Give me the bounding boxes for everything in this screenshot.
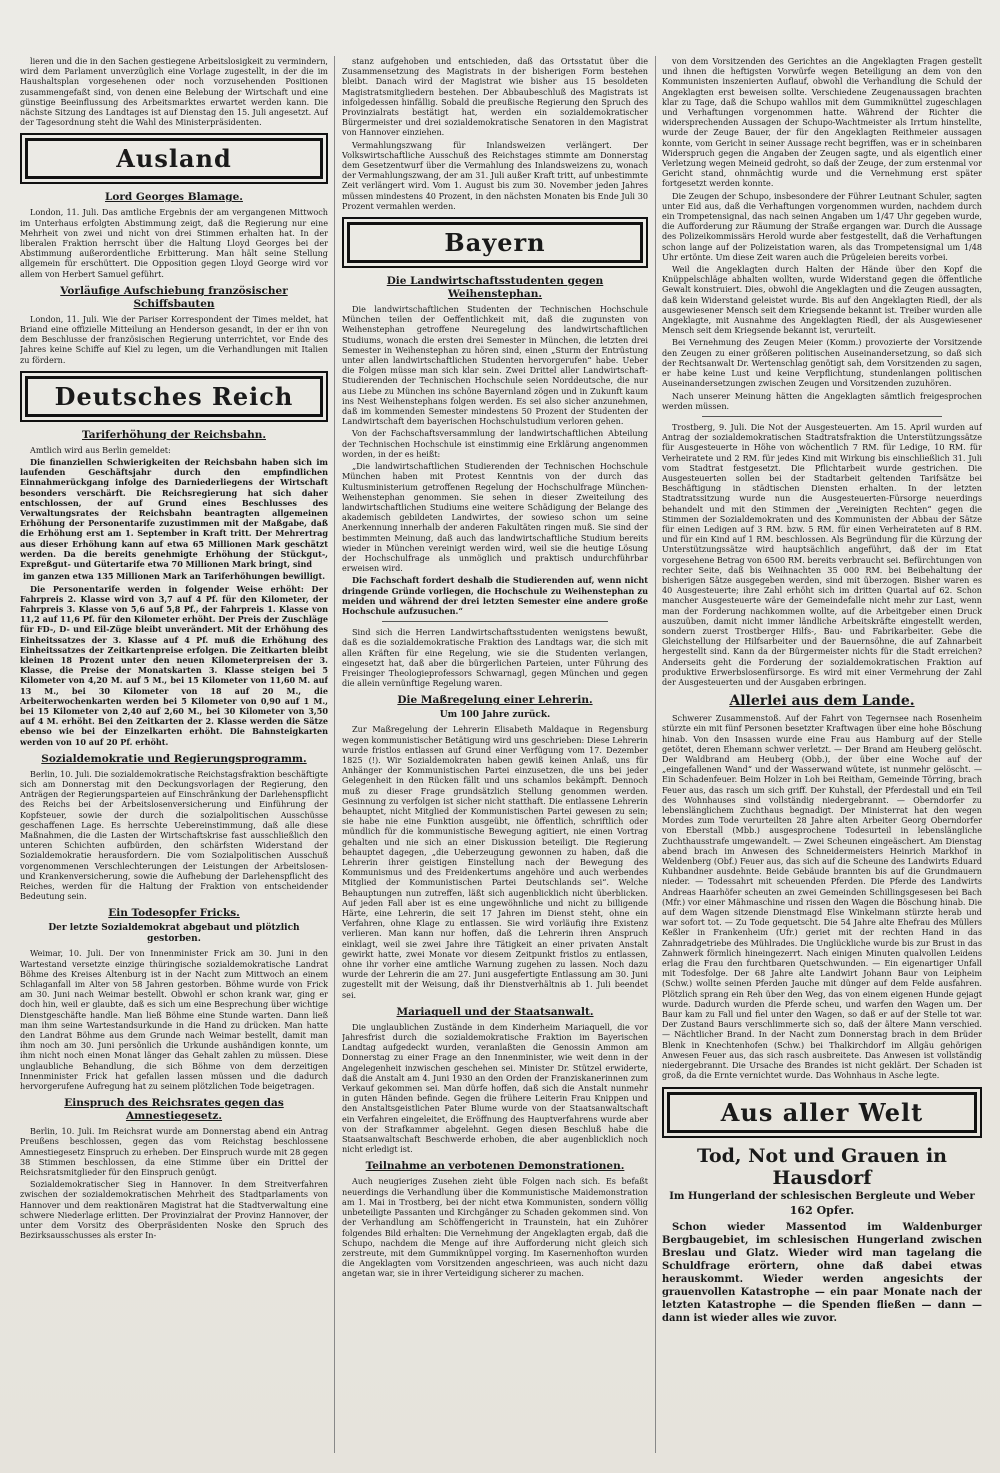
article-body: Amtlich wird aus Berlin gemeldet: <box>30 444 171 455</box>
article-body: Auch neugieriges Zusehen zieht üble Folgen nach sich. Es befaßt neuerdings die Verhandlung über die Kommunistische Maidemonstration am 1. Mai in Trostberg, bei der nicht etwa Kommunisten, sondern völlig unbeteiligte Passanten und Kirchgänger zu Schaden gekommen sind. Von der Verhandlung am Schöffengericht in Traunstein, hat ein Zuhörer folgendes Bild erhalten: Die Vernehmung der Angeklagten ergab, daß die Schupo, nachdem die Menge auf ihre Aufforderung nicht gleich sich zerstreute, mit dem Gummiknüppel vorging. Im Kasernenhofton wurden die Angeklagten vom Vorsitzenden angeschrieen, was auch nicht dazu angetan war, sie in ihrer Verteidigung sicherer zu machen. <box>342 1176 648 1279</box>
article-body: Von der Fachschaftsversammlung der landwirtschaftlichen Abteilung der Technischen Hochschule ist einstimmig eine Erklärung angenommen worden, in der es heißt: <box>342 428 648 459</box>
article-body: im ganzen etwa 135 Millionen Mark an Tariferhöhungen bewilligt. <box>22 571 326 582</box>
article-body: Bei Vernehmung des Zeugen Meier (Komm.) provozierte der Vorsitzende den Zeugen zu einer größeren politischen Auseinandersetzung, so daß sich der Rechtsanwalt Dr. Wertenschlag genötigt sah, dem Vorsitzenden zu sagen, er habe keine Lust und keine Verpflichtung, stundenlangen politischen Auseinandersetzungen zwischen Zeugen und Vorsitzenden zuzuhören. <box>662 337 982 389</box>
article-body: Nach unserer Meinung hätten die Angeklagten sämtlich freigesprochen werden müssen. <box>662 390 982 411</box>
article-body: Die Personentarife werden in folgender Weise erhöht: Der Fahrpreis 2. Klasse wird von 3,7 auf 4 Pf. für den Kilometer, der Fahrpreis 3. Klasse von 5,6 auf 5,8 Pf., der Fahrpreis 1. Klasse von 11,2 auf 11,6 Pf. für den Kilometer erhöht. Der Preis der Zuschläge für FD-, D- und Eil-Züge bleibt unverändert. Mit der Erhöhung des Einheitssatzes der 3. Klasse auf 4 Pf. muß die Erhöhung des Einheitssatzes der Zeitkartenpreise erfolgen. Die Zeitkarten bleibt kleinen 18 Prozent unter den neuen Kilometerpreisen der 3. Klasse, die Preise der Monatskarten 3. Klasse steigen bei 5 Kilometer von 4,20 M. auf 5 M., bei 15 Kilometer von 11,60 M. auf 13 M., bei 30 Kilometer von 18 auf 20 M., die Arbeiterwochenkarten werden bei 5 Kilometer von 0,90 auf 1 M., bei 15 Kilometer von 2,40 auf 2,60 M., bei 30 Kilometer von 3,50 auf 4 M. erhöht. Bei den Zeitkarten der 2. Klasse werden die Sätze ebenso wie bei der Einzelkarten erhöht. Die Bahnsteigkarten werden von 10 auf 20 Pf. erhöht. <box>20 583 328 747</box>
section-banner-ausland <box>20 133 328 184</box>
article-body: Trostberg, 9. Juli. Die Not der Ausgesteuerten. Am 15. April wurden auf Antrag der sozialdemokratischen Stadtratsfraktion die Unterstützungssätze für Ausgesteuerte in Höhe von wöchentlich 7 RM. für Ledige, 10 RM. für Verheiratete und 2 RM. für jedes Kind mit Wirkung bis einschließlich 31. Juli vom Stadtrat festgesetzt. Die Pflichtarbeit wurde gestrichen. Die Ausgesteuerten sollen bei der Stadtarbeit geltenden Tarifsätze bei Beschäftigung in städtischen Diensten erhalten. In der letzten Stadtratssitzung wurde nun die Ausgesteuerten-Fürsorge neuerdings behandelt und mit den Stimmen der „Vereinigten Rechten“ gegen die Stimmen der Sozialdemokraten und des Kommunisten der Abbau der Sätze für einen Ledigen auf 3 RM. bzw. 5 RM. für einen Verheirateten auf 8 RM. und für ein Kind auf 1 RM. beschlossen. Als Begründung für die Kürzung der Unterstützungssätze wird hauptsächlich angeführt, daß der im Etat vorgesehene Betrag von 6500 RM. bereits verbraucht sei. Befürchtungen von rechter Seite, daß bis Weihnachten 35 000 RM. bei Beibehaltung der bisherigen Sätze ausgegeben werden, sind mit überzogen. Bisher waren es 40 Ausgesteuerte; ihre Zahl erhöht sich im dritten Quartal auf 62. Schon mancher Ausgesteuerte wäre der Gemeindefalle nicht mehr zur Last, wenn man der Forderung nachkommen wollte, auf die Arbeitgeber einen Druck auszuüben, damit nicht immer ländliche Arbeitskräfte eingestellt werden, sondern zuerst Trostberger Hilfs-, Bau- und Fabrikarbeiter. Gebe die Gleichstellung der Hilfsarbeiter und der Bauernsöhne, die auf Zahnarbeit hergestellt sind. Kann da der Bürgermeister nichts für die Stadt erreichen? Anderseits geht die Forderung der sozialdemokratischen Fraktion auf produktive Erwerbslosenfürsorge. Es wird mit einer Vermehrung der Zahl der Ausgesteuerten und der Ausgaben erbringen. <box>662 421 982 687</box>
article-body: London, 11. Juli. Wie der Pariser Korrespondent der Times meldet, hat Briand eine offizielle Mitteilung an Henderson gesandt, in der er ihn von dem Beschlusse der französischen Regierung unterrichtet, vor Ende des Jahres keine Schiffe auf Kiel zu legen, um die Verhandlungen mit Italien zu fördern. <box>20 313 328 365</box>
divider <box>702 416 942 417</box>
article-headline: Mariaquell und der Staatsanwalt. <box>396 1005 594 1018</box>
section-title: Ausland <box>25 138 323 179</box>
article-headline: Tariferhöhung der Reichsbahn. <box>81 428 266 441</box>
article-headline: Sozialdemokratie und Regierungsprogramm. <box>41 752 307 765</box>
article-body: London, 11. Juli. Das amtliche Ergebnis der am vergangenen Mittwoch im Unterhaus erfolgten Abstimmung zeigt, daß die Regierung nur eine Mehrheit von zwei und nicht von drei Stimmen erhalten hat. In der liberalen Fraktion herrscht über die Haltung Lloyd Georges bei der Abstimmung außerordentliche Erbitterung. Man hält seine Stellung allgemein für erschüttert. Die Opposition gegen Lloyd George wird vor allem von Herbert Samuel geführt. <box>20 207 328 279</box>
section-title: Deutsches Reich <box>25 376 323 417</box>
article-body: „Die landwirtschaftlichen Studierenden der Technischen Hochschule München haben mit Protest Kenntnis von der durch das Kultusministerium getroffenen Regelung der Hochschulfrage München-Weihenstephan genommen. Sie sehen in dieser Zweiteilung des landwirtschaftlichen Studiums eine weitere Schädigung der Belange des akademisch gebildeten Landwirtes, der sowieso schon um seine Anerkennung innerhalb der anderen Fakultäten ringen muß. Sie sind der bestimmten Meinung, daß auch das landwirtschaftliche Studium bereits wieder in München vereinigt werden wird, weil sie die heutige Lösung der Hochschulfrage als unmöglich und praktisch undurchführbar erweisen wird. <box>342 461 648 574</box>
article-body: Schwerer Zusammenstoß. Auf der Fahrt von Tegernsee nach Rosenheim stürzte ein mit fünf Personen besetzter Kraftwagen über eine hohe Böschung hinab. Von den Insassen wurde eine Frau aus Hamburg auf der Stelle getötet, deren Ehemann schwer verletzt. — Der Brand am Heuberg gelöscht. Der Waldbrand am Heuberg (Obb.), der über eine Woche auf der „eingefallenen Wand“ und der Wasserwand wütete, ist nunmehr gelöscht. — Ein Schadenfeuer. Beim Holzer in Loh bei Reitham, Gemeinde Törring, brach Feuer aus, das rasch um sich griff. Der Kuhstall, der Pferdestall und ein Teil des Wohnhauses sind vollständig niedergebrannt. — Oberndorfer zu lebenslänglichem Zuchthaus begnadigt. Der Ministerrat hat den wegen Mordes zum Tode verurteilten 28 Jahre alten Arbeiter Georg Oberndorfer von Eberstall (Mbb.) ausgesprochene Todesurteil in lebenslängliche Zuchthausstrafe umgewandelt. — Zwei Scheunen eingeäschert. Am Dienstag abend brach im Anwesen des Schneidermeisters Heinrich Markhof in Weldenberg (Obf.) Feuer aus, das sich auf die Scheune des Landwirts Eduard Kuhbandner ausdehnte. Beide Gebäude brannten bis auf die Grundmauern nieder. — Todessahrt mit scheuenden Pferden. Die Pferde des Landwirts Andreas Haarhöfer scheuten an zwei Gemeinden Schillingsgesesen bei Bach (Mfr.) vor einer Mähmaschine und rissen den Wagen die Böschung hinab. Die auf dem Wagen sitzende Dienstmagd Else Winkelmann stürzte herab und war sofort tot. — Zu Tode gequetscht. Die 54 Jahre alte Ehefrau des Müllers Keßler in Frankenheim (Ufr.) geriet mit der rechten Hand in das Zahnradgetriebe des Mühlrades. Die Unglückliche wurde bis zur Brust in das Zahnwerk förmlich hineingezerrt. Nach einigen Minuten qualvollen Leidens erlag die Frau den furchtbaren Quetschwunden. — Ein eigenartiger Unfall mit Todesfolge. Der 68 Jahre alte Landwirt Johann Baur von Leipheim (Schw.) wollte seinen Pferden Jauche mit dünger auf dem Felde ausfahren. Plötzlich sprang ein Reh über den Weg, das von einem eigenen Hunde gejagt wurde. Dadurch wurden die Pferde scheu, und warfen den Wagen um. Der Baur kam zu Fall und fiel unter den Wagen, so daß er auf der Stelle tot war. Der Zustand Baurs verschlimmerte sich so, daß der ältere Mann verschied. — Nächtlicher Brand. In der Nacht zum Donnerstag brach in dem Brüder Blenk in Knechtenhofen (Schw.) bei Thalkirchdorf im Allgäu gehörigen Anwesen Feuer aus, das sich rasch ausbreitete. Das Anwesen ist vollständig niedergebrannt. Die Ursache des Brandes ist nicht geklärt. Der Schaden ist groß, da die Ernte vernichtet wurde. Das Wohnhaus in Asche legte. <box>662 713 982 1081</box>
article-headline: Ein Todesopfer Fricks. <box>108 907 240 920</box>
divider <box>382 621 608 622</box>
column-1 <box>20 56 328 1453</box>
article-headline: Teilnahme an verbotenen Demonstrationen. <box>365 1160 625 1173</box>
section-banner-bayern <box>342 217 648 268</box>
article-body: Weil die Angeklagten durch Halten der Hände über den Kopf die Knüppelschläge abhalten wollten, wurde Widerstand gegen die öffentliche Gewalt konstruiert. Dies, obwohl die Angeklagten und die Zeugen aussagten, daß kein Widerstand geleistet wurde. Bis auf den Angeklagten Riedl, der als ausgewiesener Mensch seit dem Kriegsende bekannt ist. Treiber wurden alle Angeklagte, mit Ausnahme des Angeklagten Riedl, der als Ausgewiesener Mensch seit dem Kriegsende bekannt ist, verurteilt. <box>662 264 982 336</box>
article-body: Die unglaublichen Zustände in dem Kinderheim Mariaquell, die vor Jahresfrist durch die sozialdemokratische Fraktion im Bayerischen Landtag aufgedeckt wurden, veranlaßten die Genossin Ammon am Donnerstag zu einer Frage an den Innenminister, wie weit denn in der Angelegenheit inzwischen geschehen sei. Minister Dr. Stützel erwiderte, daß die Anstalt am 4. Juni 1930 an den Orden der Franziskanerinnen zum Verkauf gekommen sei. Man dürfe hoffen, daß sich die Anstalt nunmehr in guten Händen befinde. Gegen die frühere Leiterin Frau Knippen und den Anstaltsgeistlichen Pater Blume wurde von der Staatsanwaltschaft ein Verfahren eingeleitet, die Eröffnung des Hauptverfahrens wurde aber von der Strafkammer abgelehnt. Gegen diesen Beschluß habe die Staatsanwaltschaft Beschwerde erhoben, die aber augenblicklich noch nicht erledigt ist. <box>342 1021 648 1155</box>
article-body: Berlin, 10. Juli. Im Reichsrat wurde am Donnerstag abend ein Antrag Preußens beschlossen, gegen das vom Reichstag beschlossene Amnestiegesetz Einspruch zu erheben. Der Einspruch wurde mit 28 gegen 38 Stimmen beschlossen, da eine Stimme über ein Drittel der Reichsratsmitglieder für den Einspruch genügt. <box>20 1126 328 1178</box>
article-body: Zur Maßregelung der Lehrerin Elisabeth Maldaque in Regensburg wegen kommunistischer Betätigung wird uns geschrieben: Diese Lehrerin wurde fristlos entlassen auf Grund einer Verfügung vom 17. Dezember 1825 (!). Wir Sozialdemokraten haben gewiß keinen Anlaß, uns für Anhänger der Kommunistischen Partei einzusetzen, die uns bei jeder Gelegenheit in den Rücken fällt und uns schamlos bekämpft. Dennoch muß zu dieser Frage grundsätzlich Stellung genommen werden. Gesinnung zu verfolgen ist sicher nicht statthaft. Die entlassene Lehrerin behauptet, nicht Mitglied der Kommunistischen Partei gewesen zu sein; sie habe nie eine Funktion ausgeübt, nie öffentlich, schriftlich oder mündlich für die kommunistische Bewegung agitiert, nie einen Vortrag gehalten und nie sich an einer Diskussion beteiligt. Die Regierung behauptet dagegen, „die Ueberzeugung gewonnen zu haben, daß die Lehrerin ihrer geistigen Einstellung nach der Bewegung des Kommunismus und des Freidenkertums angehöre und auch werbendes Mitglied der Kommunistischen Partei Deutschlands sei“. Welche Behauptungen nun zutreffen, läßt sich augenblicklich nicht überblicken. Auf jeden Fall aber ist es eine ungewöhnliche und nicht zu billigende Härte, eine Lehrerin, die seit 17 Jahren im Dienst steht, ohne ein Verfahren, ohne Klage zu entlassen. Sie wird vorläufig ihre Existenz verlieren. Man kann nur hoffen, daß die Lehrerin ihren Anspruch einklagt, weil sie zwei Jahre ihre Tätigkeit an einer privaten Anstalt gewirkt hatte, zwei Monate vor diesem Zeitpunkt fristlos zu entlassen, ohne ihr vorher eine amtliche Warnung zugehen zu lassen. Noch dazu wurde der Lehrerin die am 27. Juni ausgefertigte Entlassung am 30. Juni zugestellt mit der Weisung, daß ihr Dienstverhältnis ab 1. Juli beendet sei. <box>342 724 648 1000</box>
article-continuation: stanz aufgehoben und entschieden, daß das Ortsstatut über die Zusammensetzung des Magistrats in der bisherigen Form bestehen bleibt. Danach wird der Magistrat wie bisher aus 15 besoldeten Magistratsmitgliedern bestehen. Der Abbaubeschluß des Magistrats ist infolgedessen hinfällig. Sobald die preußische Regierung den Spruch des Provinzialrats bestätigt hat, werden ein sozialdemokratischer Bürgermeister und drei sozialdemokratische Senatoren in den Magistrat von Hannover einziehen. <box>342 56 648 138</box>
article-subheadline: 162 Opfer. <box>789 1203 855 1217</box>
section-title: Aus aller Welt <box>667 1092 977 1133</box>
article-headline: Vorläufige Aufschiebung französischer Schiffsbauten <box>60 284 288 310</box>
article-subheadline: Im Hungerland der schlesischen Bergleute und Weber <box>669 1190 975 1202</box>
article-body: Berlin, 10. Juli. Die sozialdemokratische Reichstagsfraktion beschäftigte sich am Donnerstag mit den Deckungsvorlagen der Regierung, den Anträgen der Regierungsparteien auf Einschränkung der Darlehenspflicht des Reichs bei der Arbeitslosenversicherung und Einführung der Kopfsteuer, sowie der durch die sozialpolitischen Ausschüsse geschaffenen Lage. Es herrschte Uebereinstimmung, daß alle diese Maßnahmen, die die Lasten der Wirtschaftskrise fast ausschließlich den unteren Schichten aufbürden, den schärfsten Widerstand der Sozialdemokratie herausfordern. Die vom Sozialpolitischen Ausschuß vorgenommenen Verschlechterungen der Leistungen der Arbeitslosen- und Krankenversicherung, sowie die Aufhebung der Darlehenspflicht des Reiches, werden für die Haltung der Fraktion von entscheidender Bedeutung sein. <box>20 768 328 902</box>
article-body: Vermahlungszwang für Inlandsweizen verlängert. Der Volkswirtschaftliche Ausschuß des Reichstages stimmte am Donnerstag dem Gesetzentwurf über die Vermahlung des Inlandsweizens zu, wonach der Vermahlungszwang, der am 31. Juli außer Kraft tritt, auf unbestimmte Zeit verlängert wird. Vom 1. August bis zum 30. November jeden Jahres müssen mindestens 40 Prozent, in den nächsten Monaten bis Ende Juli 30 Prozent vermahlen werden. <box>342 139 648 211</box>
article-body: Die finanziellen Schwierigkeiten der Reichsbahn haben sich im laufenden Geschäftsjahr durch den empfindlichen Einnahmerückgang infolge des Darniederliegens der Wirtschaft besonders verschärft. Die Reichsregierung hat sich daher entschlossen, der auf Grund eines Beschlusses des Verwaltungsrates der Reichsbahn beantragten allgemeinen Erhöhung der Personentarife zuzustimmen mit der Maßgabe, daß die Erhöhung erst am 1. September in Kraft tritt. Der Mehrertrag aus dieser Erhöhung kann auf etwa 65 Millionen Mark geschätzt werden. Da die bereits genehmigte Erhöhung der Stückgut-, Expreßgut- und Gütertarife etwa 70 Millionen Mark bringt, sind <box>20 457 328 570</box>
article-headline: Die Maßregelung einer Lehrerin. <box>397 694 593 707</box>
article-body: Die Fachschaft fordert deshalb die Studierenden auf, wenn nicht dringende Gründe vorliegen, die Hochschule zu Weihenstephan zu meiden und während der drei letzten Semester eine andere große Hochschule aufzusuchen.“ <box>342 575 648 616</box>
article-subheadline: Um 100 Jahre zurück. <box>439 710 551 721</box>
article-body: Weimar, 10. Juli. Der von Innenminister Frick am 30. Juni in den Wartestand versetzte einzige thüringische sozialdemokratische Landrat Böhme des Kreises Altenburg ist in der Nacht zum Mittwoch an einem Schlaganfall im Alter von 58 Jahren gestorben. Böhme wurde von Frick am 30. Juni nach Weimar bestellt. Obwohl er schon krank war, ging er doch hin, weil er glaubte, daß es sich um eine Besprechung über wichtige Dienstgeschäfte handle. Man ließ Böhme eine Stunde warten. Dann ließ man ihm seine Wartestandsurkunde in die Hand zu drücken. Man hatte den Landrat Böhme aus dem Grunde nach Weimar bestellt, damit man ihm noch am 30. Juni persönlich die Urkunde aushändigen konnte, um ihm nicht noch einen Monat länger das Gehalt zahlen zu müssen. Diese unglaubliche Behandlung, die sich Böhme von dem derzeitigen Innenminister Frick hat gefallen lassen müssen und die dadurch hervorgerufene Aufregung hat zu seinem plötzlichen Tode beigetragen. <box>20 948 328 1092</box>
article-subheadline: Der letzte Sozialdemokrat abgebaut und plötzlich gestorben. <box>48 923 300 945</box>
column-2 <box>342 56 648 1453</box>
article-headline: Einspruch des Reichsrates gegen das Amnestiegesetz. <box>64 1097 284 1123</box>
article-continuation: von dem Vorsitzenden des Gerichtes an die Angeklagten Fragen gestellt und ihnen die heftigsten Vorwürfe wegen Beteiligung an dem von den Kommunisten inszenierten Auflauf, obwohl die Verhandlung die Schuld der Angeklagten erst beweisen sollte. Verschiedene Zeugenaussagen brachten klar zu Tage, daß die Schupo wahllos mit dem Gummiknüttel zugeschlagen und Verhaftungen vorgenommen hatte. Während der Richter die widersprechenden Aussagen der Schupo-Wachtmeister als Irrtum hinstellte, wurde der Zeuge Bauer, der für den Angeklagten Reithmeier aussagen konnte, vom Gericht in seiner Aussage recht begriffen, was er in scheinbaren Widerspruch gegen die Angaben der Zeugen sagte, und als eigentlich einer Verletzung wegen Meineid gedroht, so daß der Zeuge, der zum erstenmal vor Gericht stand, ohnmächtig wurde und die Vernehmung erst später fortgesetzt werden konnte. <box>662 56 982 189</box>
column-3 <box>662 56 982 1453</box>
article-body: Schon wieder Massentod im Waldenburger Bergbaugebiet, im schlesischen Hungerland zwischen Breslau und Glatz. Wieder wird man tagelang die Schuldfrage erörtern, ohne daß dabei etwas herauskommt. Wieder werden angesichts der grauenvollen Katastrophe — ein paar Monate nach der letzten Katastrophe — die Spenden fließen — dann — dann ist wieder alles wie zuvor. <box>662 1221 982 1324</box>
section-banner-welt <box>662 1087 982 1138</box>
article-body: Die landwirtschaftlichen Studenten der Technischen Hochschule München teilen der Oeffentlichkeit mit, daß die zugunsten von Weihenstephan getroffene Neuregelung des landwirtschaftlichen Studiums, wonach die ersten drei Semester in München, die letzten drei Semester in Weihenstephan zu hören sind, einen „Sturm der Entrüstung unter allen landwirtschaftlichen Studenten hervorgerufen“ habe. Ueber die Folgen müsse man sich klar sein. Zwei Drittel aller Landwirtschaft-Studierenden der Technischen Hochschule seien Norddeutsche, die nur aus Liebe zu München ins schöne Bayernland zögen und in Zukunft kaum ins Nest Weihenstephans folgen werden. Es sei also sicher anzunehmen, daß im kommenden Semester mindestens 50 Prozent der Studenten der Landwirtschaft dem bayerischen Hochschulstudium verloren gehen. <box>342 304 648 427</box>
article-body: Sozialdemokratischer Sieg in Hannover. In dem Streitverfahren zwischen der sozialdemokratischen Mehrheit des Stadtparlaments von Hannover und dem reaktionären Magistrat hat die Stadtverwaltung eine schwere Niederlage erlitten. Der Provinzialrat der Provinz Hannover, der unter dem Vorsitz des Oberpräsidenten Noske den Spruch des Bezirksausschusses als erster In- <box>20 1179 328 1241</box>
article-body: Sind sich die Herren Landwirtschaftsstudenten wenigstens bewußt, daß es die sozialdemokratische Fraktion des Landtags war, die sich mit allen Kräften für eine Regelung, wie sie die Studenten verlangen, eingesetzt hat, daß aber die bürgerlichen Parteien, unter Führung des Freisinger Theologieprofessors Schwarnagl, gegen München und gegen die allein vernünftige Regelung waren. <box>342 627 648 689</box>
section-banner-reich <box>20 371 328 422</box>
article-continuation: lieren und die in den Sachen gestiegene Arbeitslosigkeit zu vermindern, wird dem Parlament unverzüglich eine Vorlage zugestellt, in der die im Haushaltsplan vorgesehenen oder noch vorzusehenden Positionen zusammengefaßt sind, von denen eine Belebung der Wirtschaft und eine günstige Beeinflussung des Arbeitsmarktes erwartet werden kann. Die nächste Sitzung des Landtages ist auf Dienstag den 15. Juli angesetzt. Auf der Tagesordnung steht die Wahl des Ministerpräsidenten. <box>20 56 328 128</box>
article-headline: Die Landwirtschaftsstudenten gegen Weihenstephan. <box>386 275 604 301</box>
column-rule <box>334 56 335 1453</box>
article-headline: Tod, Not und Grauen in Hausdorf <box>696 1144 947 1189</box>
article-headline: Lord Georges Blamage. <box>105 191 243 204</box>
column-rule <box>655 56 656 1453</box>
article-headline: Allerlei aus dem Lande. <box>729 693 915 710</box>
article-body: Die Zeugen der Schupo, insbesondere der Führer Leutnant Schuler, sagten unter Eid aus, daß die Verhaftungen vorgenommen wurden, nachdem durch ein Trompetensignal, das nach seinen Angaben um 1/47 Uhr gegeben wurde, die Aufforderung zur Räumung der Straße ergangen war. Durch die Aussage des Polizeikommissärs Herold wurde aber festgestellt, daß die Verhaftungen schon lange auf der Polizeistation waren, als das Trompetensignal um 1/48 Uhr ertönte. Um diese Zeit waren auch die Prügeleien bereits vorbei. <box>662 190 982 262</box>
section-title: Bayern <box>347 222 643 263</box>
